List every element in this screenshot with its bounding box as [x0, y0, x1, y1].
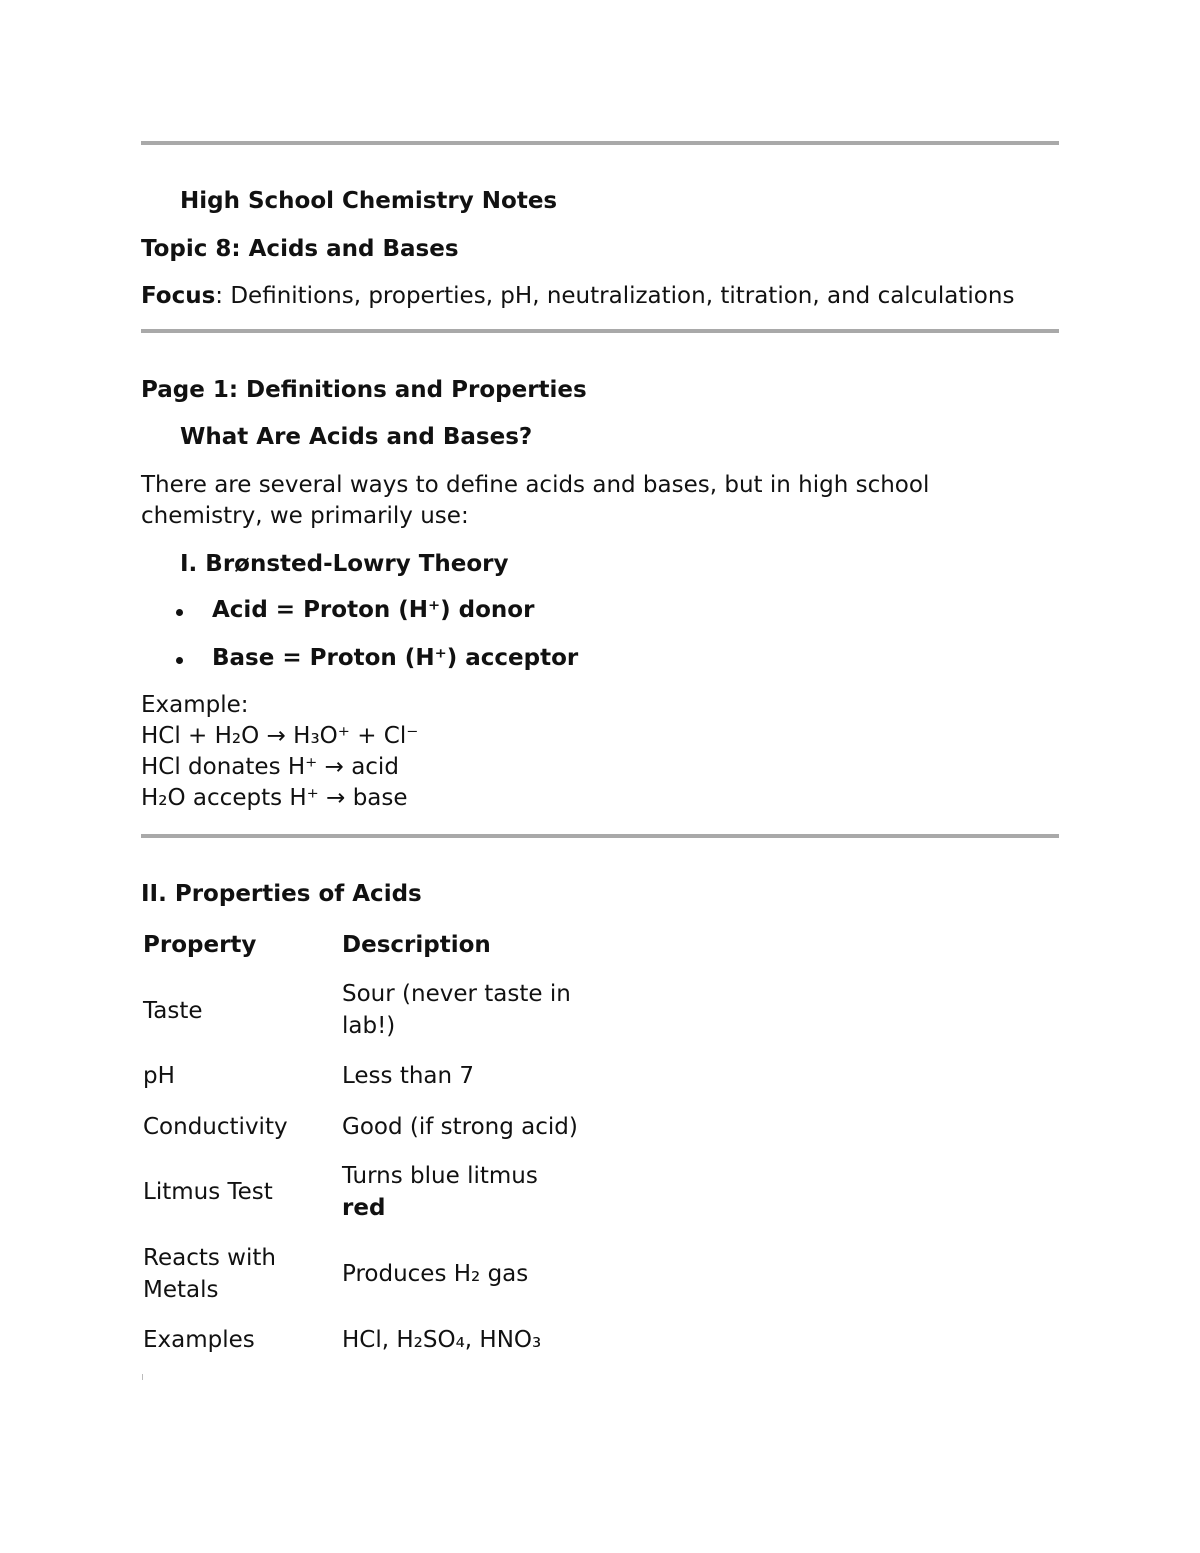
example-label: Example: [141, 692, 249, 718]
table-cell-property: Examples [143, 1327, 255, 1353]
horizontal-rule [141, 834, 1059, 838]
table-cell-description: Less than 7 [342, 1063, 475, 1089]
cell-line: Metals [143, 1277, 219, 1303]
table-cell-property: Conductivity [143, 1114, 288, 1140]
topic-heading: Topic 8: Acids and Bases [141, 236, 459, 262]
bullet-item: Acid = Proton (H⁺) donor [212, 597, 535, 623]
table-cell-property: Litmus Test [143, 1179, 273, 1205]
intro-line: There are several ways to define acids and bases, but in high school [141, 472, 930, 498]
document-title: High School Chemistry Notes [180, 188, 558, 214]
cell-line-emphasis: red [342, 1195, 386, 1221]
table-header-description: Description [342, 932, 491, 958]
cell-line: Sour (never taste in [342, 981, 571, 1007]
focus-line [141, 281, 1014, 312]
intro-line: chemistry, we primarily use: [141, 503, 469, 529]
cursor-mark [142, 1374, 143, 1380]
table-cell-description: Produces H₂ gas [342, 1261, 529, 1287]
horizontal-rule [141, 329, 1059, 333]
table-cell-property: pH [143, 1063, 175, 1089]
table-cell-property [143, 1242, 276, 1306]
example-line: HCl + H₂O → H₃O⁺ + Cl⁻ [141, 723, 419, 749]
cell-line: Turns blue litmus [342, 1163, 538, 1189]
bullet-item: Base = Proton (H⁺) acceptor [212, 645, 579, 671]
table-cell-property: Taste [143, 998, 203, 1024]
section-heading: II. Properties of Acids [141, 881, 422, 907]
theory-heading: I. Brønsted-Lowry Theory [180, 551, 509, 577]
bullet-icon [176, 657, 183, 664]
table-cell-description [342, 1160, 538, 1224]
section-heading: Page 1: Definitions and Properties [141, 377, 587, 403]
example-block [141, 690, 418, 814]
bullet-icon [176, 609, 183, 616]
table-cell-description: Good (if strong acid) [342, 1114, 578, 1140]
horizontal-rule [141, 141, 1059, 145]
intro-paragraph [141, 470, 929, 532]
subsection-heading: What Are Acids and Bases? [180, 424, 533, 450]
example-line: H₂O accepts H⁺ → base [141, 785, 408, 811]
example-line: HCl donates H⁺ → acid [141, 754, 399, 780]
table-cell-description: HCl, H₂SO₄, HNO₃ [342, 1327, 542, 1353]
cell-line: lab!) [342, 1013, 396, 1039]
cell-line: Reacts with [143, 1245, 276, 1271]
table-cell-description [342, 978, 571, 1042]
table-header-property: Property [143, 932, 257, 958]
focus-text: : Definitions, properties, pH, neutralization, titration, and calculations [215, 283, 1015, 309]
focus-label: Focus [141, 283, 216, 309]
